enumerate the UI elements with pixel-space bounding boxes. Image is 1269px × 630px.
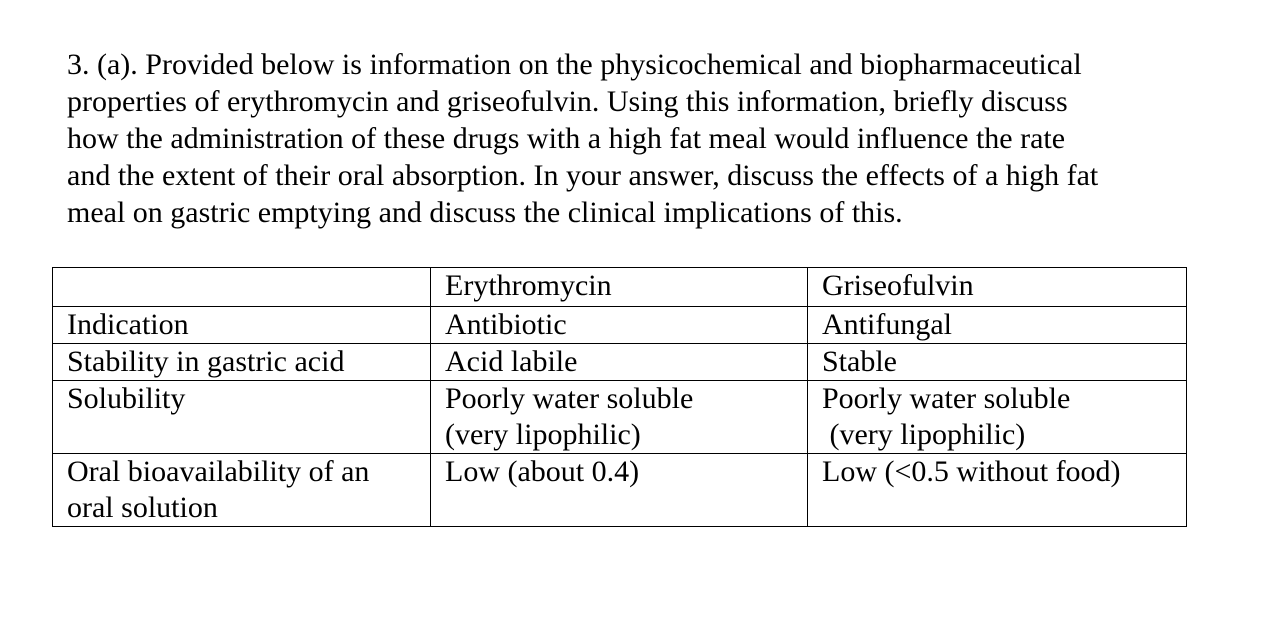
cell-text: Oral bioavailability of an (67, 455, 370, 488)
header-cell-empty (53, 268, 431, 307)
cell-text: (very lipophilic) (445, 418, 641, 451)
row-label-indication (53, 307, 431, 344)
cell-griseofulvin-indication (808, 307, 1187, 344)
cell-text: Solubility (67, 382, 186, 415)
cell-griseofulvin-bioavailability (808, 454, 1187, 527)
cell-text: Antibiotic (445, 308, 567, 341)
cell-text: Indication (67, 308, 189, 341)
question-text (67, 46, 1217, 231)
row-label-bioavailability (53, 454, 431, 527)
table-row (53, 381, 1187, 454)
cell-text: (very lipophilic) (822, 418, 1026, 451)
cell-erythromycin-stability (431, 344, 808, 381)
cell-erythromycin-solubility (431, 381, 808, 454)
header-cell-griseofulvin: Griseofulvin (808, 268, 1187, 307)
cell-griseofulvin-stability (808, 344, 1187, 381)
question-line: 3. (a). Provided below is information on the physicochemical and biopharmaceutical (67, 48, 1082, 81)
table-header-row (53, 268, 1187, 307)
row-label-stability (53, 344, 431, 381)
cell-erythromycin-indication (431, 307, 808, 344)
cell-text: Low (about 0.4) (445, 455, 640, 488)
cell-text: Poorly water soluble (445, 382, 694, 415)
drug-properties-table (52, 267, 1187, 527)
cell-erythromycin-bioavailability (431, 454, 808, 527)
cell-text: Stability in gastric acid (67, 345, 345, 378)
header-cell-erythromycin: Erythromycin (431, 268, 808, 307)
question-line: and the extent of their oral absorption. In your answer, discuss the effects of a high fat (67, 159, 1099, 192)
cell-text: oral solution (67, 491, 218, 524)
question-line: meal on gastric emptying and discuss the clinical implications of this. (67, 196, 903, 229)
cell-text: Stable (822, 345, 897, 378)
table-row (53, 344, 1187, 381)
table-row (53, 454, 1187, 527)
table-row (53, 307, 1187, 344)
row-label-solubility (53, 381, 431, 454)
question-line: how the administration of these drugs with a high fat meal would influence the rate (67, 122, 1066, 155)
cell-text: Acid labile (445, 345, 578, 378)
cell-griseofulvin-solubility (808, 381, 1187, 454)
cell-text: Low (<0.5 without food) (822, 455, 1121, 488)
cell-text: Poorly water soluble (822, 382, 1071, 415)
question-line: properties of erythromycin and griseofulvin. Using this information, briefly discuss (67, 85, 1068, 118)
cell-text: Antifungal (822, 308, 952, 341)
